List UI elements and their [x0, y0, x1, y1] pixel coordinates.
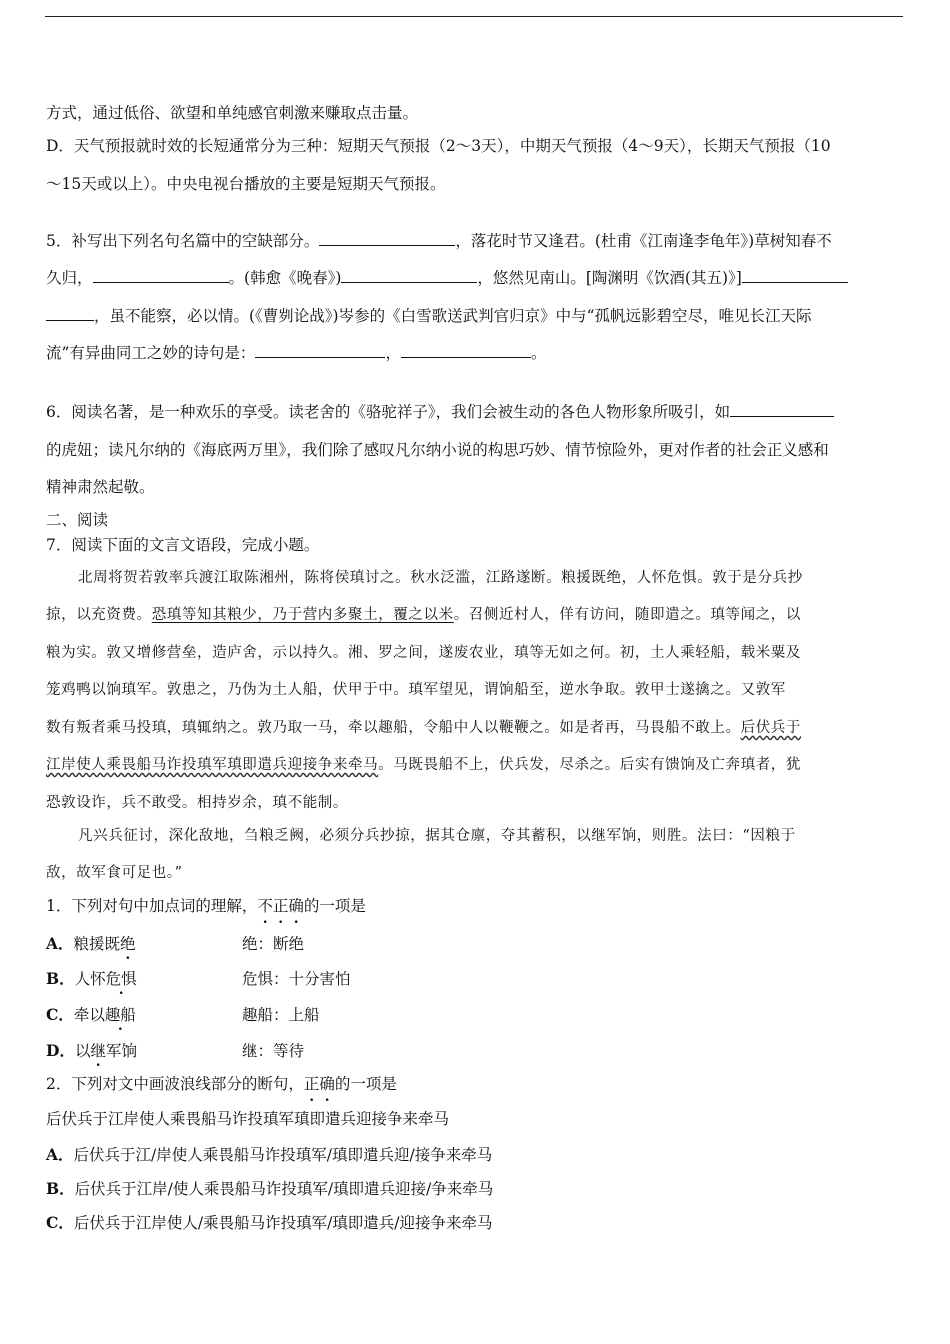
sub1-option-d-meaning: 继：等待 [242, 1042, 305, 1060]
q7-title: 7．阅读下面的文言文语段，完成小题。 [46, 536, 320, 554]
answer-blank [46, 306, 94, 321]
classical-line8: 凡兴兵征讨，深化敌地，刍粮乏阙，必须分兵抄掠，据其仓廪，夺其蓄积，以继军饷，则胜。法曰：“因粮于 [78, 828, 796, 844]
q5-line3: ，虽不能察，必以情。(《曹刿论战》)岑参的《白雪歌送武判官归京》中与“孤帆远影碧空尽，唯见长江天际 [46, 306, 904, 326]
q5-line4: 流”有异曲同工之妙的诗句是： ， 。 [46, 344, 547, 362]
classical-line6: 江岸使人乘畏船马诈投瑱军瑱即遣兵迎接争来牵马。马既畏船不上，伏兵发，尽杀之。后实有馈饷及亡奔瑱者，犹 [46, 757, 802, 773]
answer-blank [742, 268, 848, 283]
sub2-option-c[interactable]: C．后伏兵于江岸使人/乘畏船马诈投瑱军/瑱即遣兵/迎接争来牵马 [46, 1213, 493, 1232]
section-heading: 二、阅读 [46, 511, 109, 529]
q6-line3: 精神肃然起敬。 [46, 478, 155, 496]
classical-line2: 掠，以充资费。恐瑱等知其粮少，乃于营内多聚土，覆之以米。召侧近村人，佯有访问，随即遣之。瑱等闻之，以 [46, 607, 802, 623]
option-d-line1: D．天气预报就时效的长短通常分为三种：短期天气预报（2～3天），中期天气预报（4～9天），长期天气预报（10 [46, 137, 831, 155]
q5-line2: 久归， 。(韩愈《晚春》) ，悠然见南山。[陶渊明《饮酒(其五)》] [46, 268, 904, 288]
answer-blank [730, 402, 834, 417]
wavy-underlined-text: 江岸使人乘畏船马诈投瑱军瑱即遣兵迎接争来牵马 [46, 757, 379, 773]
answer-blank [319, 231, 455, 246]
answer-blank [255, 343, 385, 358]
sub2-stem: 2．下列对文中画波浪线部分的断句，正确的一项是 [46, 1075, 397, 1093]
q6-line2: 的虎妞；读凡尔纳的《海底两万里》，我们除了感叹凡尔纳小说的构思巧妙、情节惊险外，更对作者的社会正义感和 [46, 441, 829, 459]
sub2-sentence: 后伏兵于江岸使人乘畏船马诈投瑱军瑱即遣兵迎接争来牵马 [46, 1110, 450, 1128]
sub2-option-b[interactable]: B．后伏兵于江岸/使人乘畏船马诈投瑱军/瑱即遣兵迎接/争来牵马 [46, 1179, 494, 1198]
wavy-underlined-text: 后伏兵于 [740, 720, 802, 736]
option-d-line2: ～15天或以上）。中央电视台播放的主要是短期天气预报。 [46, 175, 446, 193]
answer-blank [401, 343, 531, 358]
sub1-option-c-meaning: 趣船：上船 [242, 1006, 320, 1024]
sub1-stem: 1．下列对句中加点词的理解，不正确的一项是 [46, 897, 366, 915]
sub1-option-c[interactable]: C．牵以趣船 [46, 1005, 136, 1024]
sub1-option-a-meaning: 绝：断绝 [242, 935, 305, 953]
answer-blank [341, 268, 477, 283]
sub2-option-a[interactable]: A．后伏兵于江/岸使人乘畏船马诈投瑱军/瑱即遣兵迎/接争来牵马 [46, 1145, 493, 1164]
sub1-option-b-meaning: 危惧：十分害怕 [242, 970, 351, 988]
classical-line4: 笼鸡鸭以饷瑱军。敦患之，乃伪为土人船，伏甲于中。瑱军望见，谓饷船至，逆水争取。敦甲士遂擒之。又敦军 [46, 682, 786, 698]
q5-line1: 5．补写出下列名句名篇中的空缺部分。 ，落花时节又逢君。(杜甫《江南逢李龟年》)草树知春不 [46, 232, 832, 250]
classical-line7: 恐敦设诈，兵不敢受。相持岁余，瑱不能制。 [46, 795, 348, 811]
prev-tail: 方式，通过低俗、欲望和单纯感官刺激来赚取点击量。 [46, 104, 419, 122]
underlined-sentence: 恐瑱等知其粮少，乃于营内多聚土，覆之以米 [151, 607, 454, 623]
classical-line3: 粮为实。敦又增修营垒，造庐舍，示以持久。湘、罗之间，遂废农业，瑱等无如之何。初，土人乘轻船，载米粟及 [46, 645, 801, 661]
sub1-option-a[interactable]: A．粮援既绝 [46, 934, 136, 953]
sub1-option-b[interactable]: B．人怀危惧 [46, 969, 137, 988]
classical-line9: 敌，故军食可足也。” [46, 865, 183, 881]
classical-line1: 北周将贺若敦率兵渡江取陈湘州，陈将侯瑱讨之。秋水泛滥，江路遂断。粮援既绝，人怀危惧。敦于是分兵抄 [78, 570, 803, 586]
q6-line1: 6．阅读名著，是一种欢乐的享受。读老舍的《骆驼祥子》，我们会被生动的各色人物形象所吸引，如 [46, 402, 904, 422]
sub1-option-d[interactable]: D．以继军饷 [46, 1041, 137, 1060]
answer-blank [93, 268, 229, 283]
header-rule [45, 16, 903, 17]
classical-line5: 数有叛者乘马投瑱，瑱辄纳之。敦乃取一马，牵以趣船，令船中人以鞭鞭之。如是者再，马畏船不敢上。后伏兵于 [46, 720, 802, 736]
